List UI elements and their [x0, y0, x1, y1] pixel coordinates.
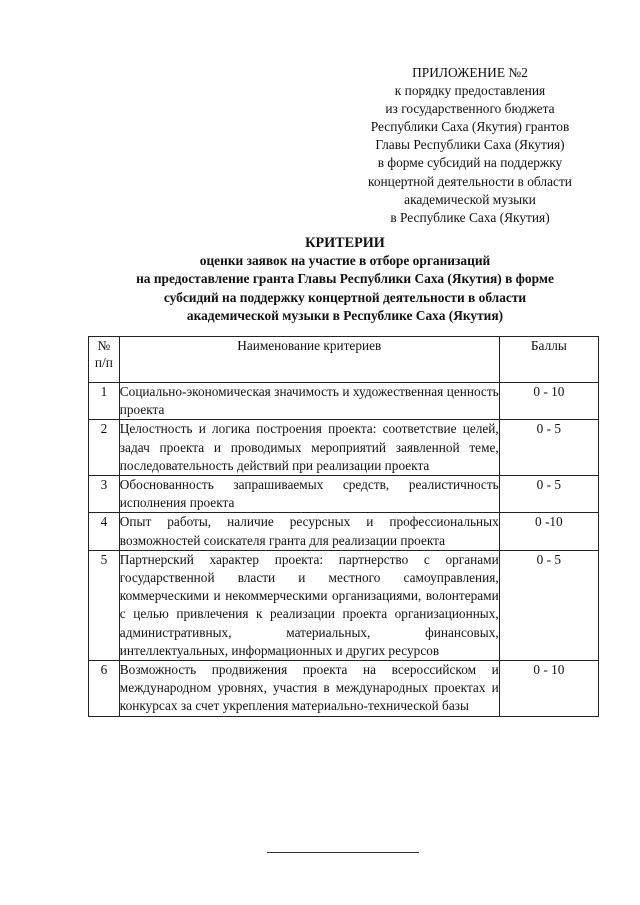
row-number: 1: [89, 383, 120, 420]
row-score: 0 -10: [499, 513, 598, 550]
row-number: 2: [89, 420, 120, 476]
appendix-line: Главы Республики Саха (Якутия): [375, 137, 565, 153]
appendix-line: из государственного бюджета: [385, 101, 555, 117]
row-score: 0 - 5: [499, 476, 598, 513]
document-subtitle-line: субсидий на поддержку концертной деятельности в области: [163, 289, 527, 305]
table-row: [89, 550, 599, 660]
row-number: 6: [89, 661, 120, 717]
row-criterion: Социально-экономическая значимость и художественная ценность проекта: [119, 383, 499, 420]
row-number: 4: [89, 513, 120, 550]
appendix-line: Республики Саха (Якутия) грантов: [370, 119, 570, 135]
row-criterion: Обоснованность запрашиваемых средств, реалистичность исполнения проекта: [119, 476, 499, 513]
document-subtitle-line: на предоставление гранта Главы Республики Саха (Якутия) в форме: [136, 271, 554, 287]
header-number-abbrev: п/п: [94, 355, 113, 370]
table-header-row: [89, 337, 599, 383]
row-number: 5: [89, 550, 120, 660]
table-row: [89, 513, 599, 550]
table-row: [89, 476, 599, 513]
criteria-table: [88, 336, 599, 717]
header-number: [89, 337, 120, 383]
appendix-line: академической музыки: [404, 191, 536, 207]
row-score: 0 - 10: [499, 661, 598, 717]
footer-divider: [267, 852, 419, 853]
row-criterion: Опыт работы, наличие ресурсных и профессиональных возможностей соискателя гранта для реализации проекта: [119, 513, 499, 550]
appendix-block: [340, 64, 600, 227]
document-subtitle-line: академической музыки в Республике Саха (Якутия): [186, 307, 504, 323]
row-score: 0 - 5: [499, 550, 598, 660]
header-score: Баллы: [499, 337, 598, 383]
appendix-line: к порядку предоставления: [394, 83, 546, 99]
appendix-line: концертной деятельности в области: [368, 173, 572, 189]
table-row: [89, 661, 599, 717]
appendix-line: в форме субсидий на поддержку: [377, 155, 563, 171]
document-heading: [60, 234, 630, 325]
document-subtitle-line: оценки заявок на участие в отборе организаций: [199, 253, 491, 269]
header-number-symbol: №: [97, 338, 111, 353]
table-row: [89, 383, 599, 420]
row-criterion: Целостность и логика построения проекта: соответствие целей, задач проекта и проводимых мероприятий заявленной теме, последовательность действий при реализации проекта: [119, 420, 499, 476]
header-criteria-name: Наименование критериев: [119, 337, 499, 383]
table-row: [89, 420, 599, 476]
row-number: 3: [89, 476, 120, 513]
row-criterion: Возможность продвижения проекта на всероссийском и международном уровнях, участия в международных проектах и конкурсах за счет укрепления материально-технической базы: [119, 661, 499, 717]
row-score: 0 - 5: [499, 420, 598, 476]
document-title: КРИТЕРИИ: [305, 235, 385, 251]
row-score: 0 - 10: [499, 383, 598, 420]
appendix-line: в Республике Саха (Якутия): [390, 209, 550, 225]
row-criterion: Партнерский характер проекта: партнерство с органами государственной власти и местного самоуправления, коммерческими и некоммерческими организациями, волонтерами с целью привлечения к реализации проекта организационных, административных, материальных, финансовых, интеллектуальных, информационных и других ресурсов: [119, 550, 499, 660]
appendix-title: ПРИЛОЖЕНИЕ №2: [412, 65, 528, 80]
